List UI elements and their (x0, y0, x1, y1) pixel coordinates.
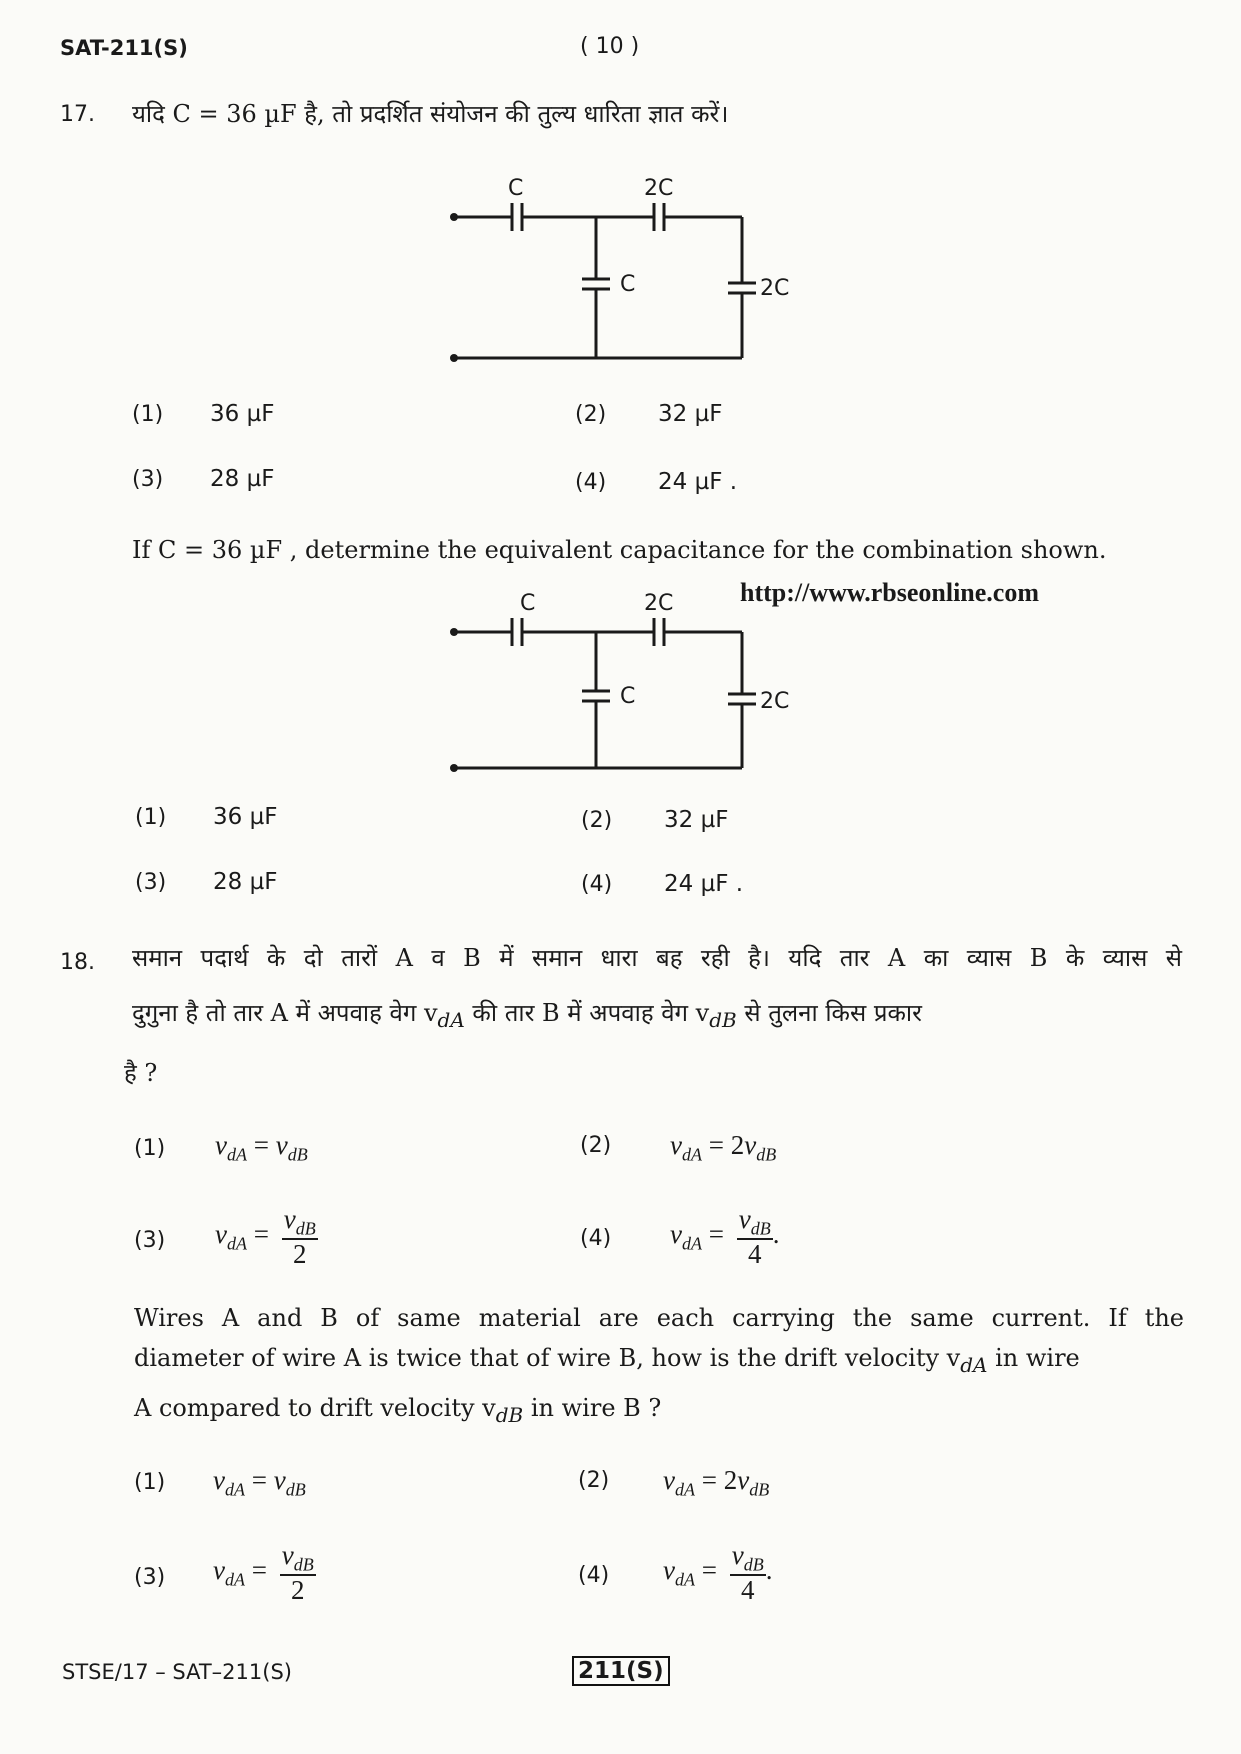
question-18-text-hindi-line3: है ? (124, 1059, 158, 1087)
q18-en-option-3-formula: $v_{dA}$ = $\frac{v_{dB}}{2}$ (213, 1540, 314, 1606)
q17-en-option-1-value: 36 µF (213, 804, 278, 830)
question-18-text-english-line2: diameter of wire A is twice that of wire B, how is the drift velocity $v_{dA}$ in wire (134, 1344, 1080, 1377)
q17-hi-option-1-value: 36 µF (210, 401, 275, 427)
q18-hi-option-3-number: (3) (134, 1228, 166, 1253)
capacitor-label-c1: C (508, 176, 524, 201)
q18-hi-option-3-formula: $v_{dA}$ = $\frac{v_{dB}}{2}$ (215, 1204, 316, 1270)
terminal-top-dot (450, 628, 458, 636)
q17-en-option-3-value: 28 µF (213, 869, 278, 895)
capacitor-label-c2: 2C (644, 591, 674, 616)
q17-en-option-1-number: (1) (135, 805, 167, 830)
q18-en-option-4-number: (4) (578, 1563, 610, 1588)
terminal-bottom-dot (450, 354, 458, 362)
q17-hi-option-4-value: 24 µF . (658, 469, 738, 495)
question-18-number: 18. (60, 950, 95, 975)
q18-en-option-4-formula: $v_{dA}$ = $\frac{v_{dB}}{4}$ . (663, 1540, 773, 1606)
q17-hi-option-2-number: (2) (575, 402, 607, 427)
q18-en-option-1-number: (1) (134, 1470, 166, 1495)
question-18-text-hindi-line2: दुगुना है तो तार A में अपवाह वेग $v_{dA}$ की तार B में अपवाह वेग $v_{dB}$ से तुलना किस प्रकार (132, 999, 922, 1032)
q18-hi-option-2-formula: $v_{dA} = 2v_{dB}$ (670, 1130, 777, 1165)
q18-hi-option-4-formula: $v_{dA}$ = $\frac{v_{dB}}{4}$ . (670, 1204, 780, 1270)
q17-en-option-4-number: (4) (581, 872, 613, 897)
question-17-number: 17. (60, 102, 95, 127)
q18-hi-option-1-formula: $v_{dA} = v_{dB}$ (215, 1130, 308, 1165)
page-number: ( 10 ) (580, 34, 640, 59)
footer-boxed-code: 211(S) (572, 1656, 670, 1686)
capacitor-circuit-diagram-english (440, 580, 790, 780)
q17-en-option-3-number: (3) (135, 870, 167, 895)
website-url: http://www.rbseonline.com (740, 578, 1039, 607)
capacitor-label-c3: C (620, 684, 636, 709)
question-18-text-english-line3: A compared to drift velocity $v_{dB}$ in wire B ? (134, 1394, 662, 1427)
q18-hi-option-4-number: (4) (580, 1226, 612, 1251)
q18-en-option-2-number: (2) (578, 1468, 610, 1493)
q18-en-option-3-number: (3) (134, 1565, 166, 1590)
q17-en-option-4-value: 24 µF . (664, 871, 744, 897)
q17-hi-option-1-number: (1) (132, 402, 164, 427)
q17-en-option-2-number: (2) (581, 808, 613, 833)
capacitor-circuit-diagram (440, 165, 790, 365)
terminal-bottom-dot (450, 764, 458, 772)
q18-hi-option-1-number: (1) (134, 1136, 166, 1161)
q18-en-option-1-formula: $v_{dA} = v_{dB}$ (213, 1465, 306, 1500)
question-17-text-english: If C = 36 µF , determine the equivalent capacitance for the combination shown. (132, 536, 1107, 564)
question-18-text-hindi-line1: समान पदार्थ के दो तारों A व B में समान धारा बह रही है। यदि तार A का व्यास B के व्यास से (132, 944, 1182, 972)
q18-hi-option-2-number: (2) (580, 1133, 612, 1158)
capacitor-label-c4: 2C (760, 689, 790, 714)
capacitor-label-c4: 2C (760, 276, 790, 301)
q17-hi-option-3-value: 28 µF (210, 466, 275, 492)
footer-code: STSE/17 – SAT–211(S) (62, 1660, 292, 1684)
q17-hi-option-3-number: (3) (132, 467, 164, 492)
q17-en-option-2-value: 32 µF (664, 807, 729, 833)
capacitor-label-c2: 2C (644, 176, 674, 201)
terminal-top-dot (450, 213, 458, 221)
q17-hi-option-4-number: (4) (575, 470, 607, 495)
paper-code: SAT-211(S) (60, 36, 188, 60)
q17-hi-option-2-value: 32 µF (658, 401, 723, 427)
capacitor-label-c1: C (520, 591, 536, 616)
question-17-text-hindi: यदि C = 36 µF है, तो प्रदर्शित संयोजन की तुल्य धारिता ज्ञात करें। (132, 100, 729, 128)
capacitor-label-c3: C (620, 272, 636, 297)
q18-en-option-2-formula: $v_{dA} = 2v_{dB}$ (663, 1465, 770, 1500)
question-18-text-english-line1: Wires A and B of same material are each carrying the same current. If the (134, 1304, 1184, 1332)
